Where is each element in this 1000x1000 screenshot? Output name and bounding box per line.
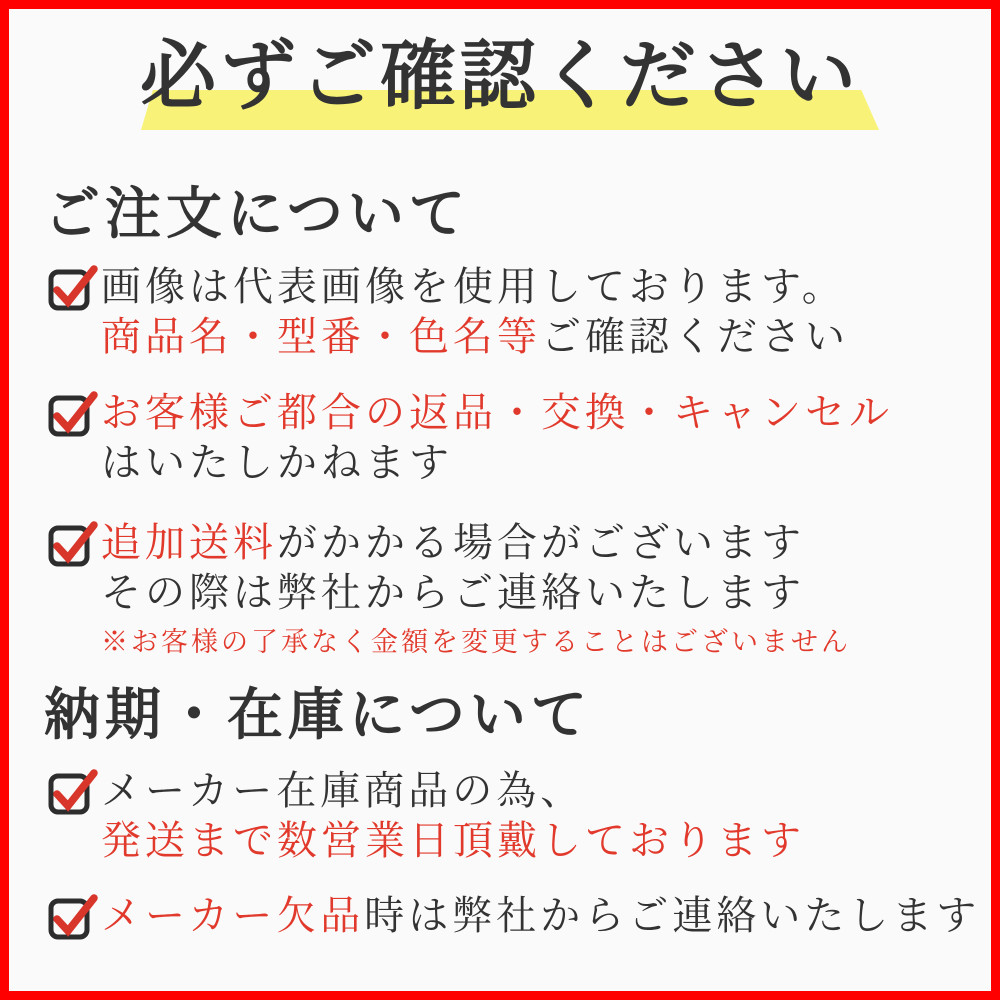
item-text [101,388,893,488]
text-segment: その際は弊社からご連絡いたします [101,570,805,615]
text-segment-red: メーカー欠品 [101,893,365,938]
text-segment-red: お客様ご都合の返品・交換・キャンセル [101,390,893,435]
checklist-item-maker-shortage [48,891,980,941]
checkbox-checked-icon [48,896,92,940]
text-segment-red: 追加送料 [101,520,277,565]
item-line [101,766,805,816]
checklist-item-representative-image [48,262,849,362]
text-segment-red: 発送まで数営業日頂戴しております [101,818,805,863]
text-segment-red: 商品名・型番・色名等 [101,314,541,359]
text-segment: 時は弊社からご連絡いたします [364,893,981,938]
item-line [101,568,851,618]
checklist-item-no-returns [48,388,893,488]
checklist-item-extra-shipping [48,518,851,666]
item-line [101,891,980,941]
text-segment: がかかる場合がございます [277,520,805,565]
text-segment: はいたしかねます [101,440,453,485]
checkbox-checked-icon [48,267,92,311]
item-note: ※お客様の了承なく金額を変更することはございません [101,627,851,657]
page-title [9,32,991,123]
checklist-item-maker-stock [48,766,805,866]
item-line [101,388,893,438]
item-line [101,518,851,568]
page-title-text: 必ずご確認ください [140,35,860,119]
text-segment: ご確認ください [541,314,849,359]
text-segment: 画像は代表画像を使用しております。 [101,264,846,309]
item-text [101,518,851,666]
checkbox-checked-icon [48,771,92,815]
section-stock-heading: 納期・在庫について [44,685,592,747]
section-order-heading: ご注文について [44,184,470,246]
item-text [101,262,849,362]
checkbox-checked-icon [48,523,92,567]
item-text [101,766,805,866]
item-text [101,891,980,941]
item-line [101,816,805,866]
item-line [101,262,849,312]
item-line [101,312,849,362]
checkbox-checked-icon [48,393,92,437]
item-line [101,438,893,488]
text-segment: メーカー在庫商品の為、 [101,768,585,813]
